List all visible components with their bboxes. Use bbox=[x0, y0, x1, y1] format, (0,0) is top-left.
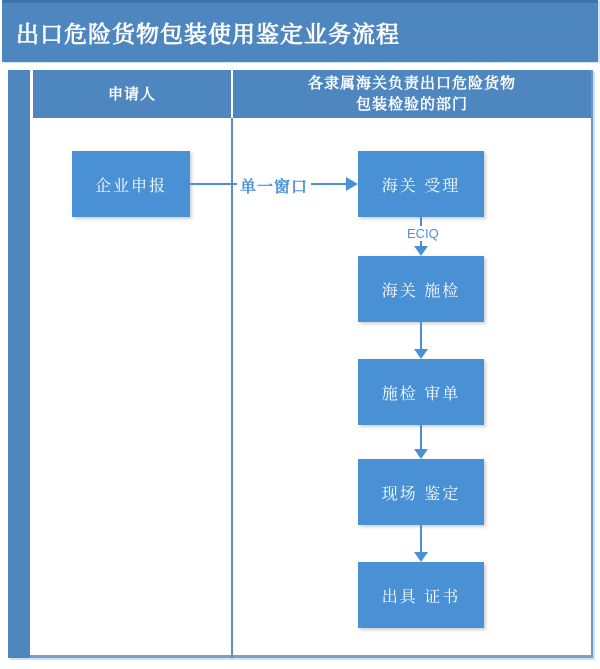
connector-line-3 bbox=[420, 425, 422, 450]
arrow-down-icon-2 bbox=[414, 349, 428, 359]
arrow-down-icon-1 bbox=[414, 246, 428, 256]
lane-header-customs-dept bbox=[233, 70, 591, 118]
node-inspection-document-review: 施检 审单 bbox=[358, 359, 484, 425]
connector-line-4 bbox=[420, 525, 422, 553]
title-bar bbox=[2, 0, 598, 62]
node-certificate-issuance: 出具 证书 bbox=[358, 562, 484, 628]
lane-header-applicant bbox=[33, 70, 231, 118]
connector-label-eciq: ECIQ bbox=[404, 226, 442, 241]
connector-label-single-window: 单一窗口 bbox=[237, 174, 311, 197]
node-customs-inspection: 海关 施检 bbox=[358, 256, 484, 322]
lane-header-customs-line1: 各隶属海关负责出口危险货物 bbox=[307, 75, 516, 92]
arrow-down-icon-3 bbox=[414, 449, 428, 459]
page-title: 出口危险货物包装使用鉴定业务流程 bbox=[16, 21, 400, 47]
node-onsite-identification: 现场 鉴定 bbox=[358, 459, 484, 525]
left-accent-strip bbox=[8, 70, 30, 658]
node-enterprise-declaration: 企业申报 bbox=[72, 151, 190, 217]
connector-line-2 bbox=[420, 322, 422, 350]
lane-divider bbox=[231, 118, 233, 658]
arrow-down-icon-4 bbox=[414, 552, 428, 562]
arrow-right-icon bbox=[346, 177, 358, 191]
lane-header-customs-line2: 包装检验的部门 bbox=[355, 96, 468, 113]
node-customs-acceptance: 海关 受理 bbox=[358, 151, 484, 217]
lane-header-applicant-label: 申请人 bbox=[107, 85, 156, 103]
